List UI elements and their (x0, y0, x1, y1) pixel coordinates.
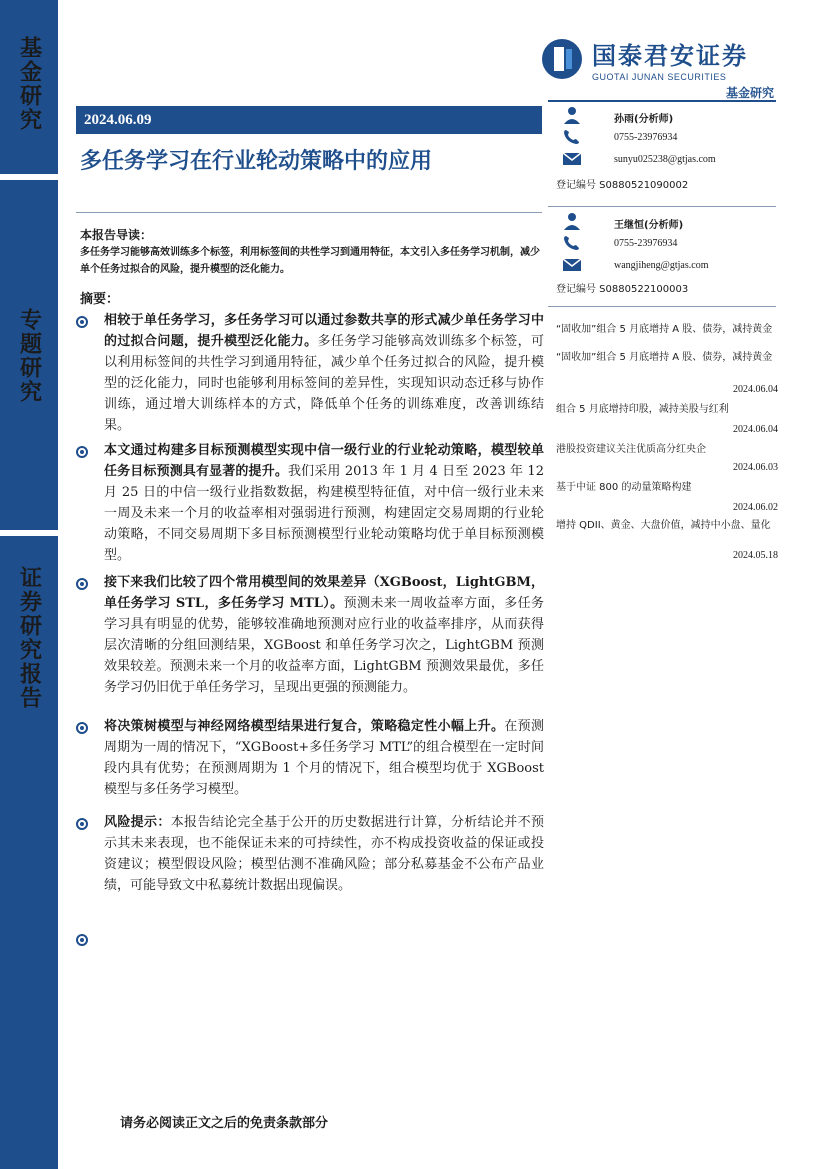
analyst-rule (548, 206, 776, 207)
title-rule (76, 212, 542, 213)
paragraph-bold: 接下来我们比较了四个常用模型间的效果差异（XGBoost，LightGBM，单任务学习 STL，多任务学习 MTL）。 (104, 575, 544, 611)
analyst-email[interactable]: wangjiheng@gtjas.com (614, 260, 709, 271)
person-icon (562, 106, 582, 124)
sidebar-label-mid (0, 308, 58, 418)
related-date: 2024.06.04 (733, 384, 778, 395)
report-category: 基金研究 (725, 86, 774, 100)
logo-cn-text: 国泰君安证券 (592, 42, 748, 70)
related-date: 2024.06.02 (733, 502, 778, 513)
sidebar-divider (0, 530, 58, 536)
analyst-phone: 0755-23976934 (614, 132, 678, 143)
analyst-rule (548, 306, 776, 307)
report-title: 多任务学习在行业轮动策略中的应用 (80, 149, 433, 174)
paragraph-text: 我们采用 2013 年 1 月 4 日至 2023 年 12 月 25 日的中信一级行业指数数据，构建模型特征值，对中信一级行业未来一周及未来一个月的收益率相对强弱进行预测，构建固定交易周期的行业轮动策略，不同交易周期下多目标预测模型行业轮动策略均优于单目标预测模型。 (104, 464, 544, 563)
related-date: 2024.06.03 (733, 462, 778, 473)
abstract-heading: 摘要： (80, 292, 120, 307)
paragraph-bold: 将决策树模型与神经网络模型结果进行复合，策略稳定性小幅上升。 (104, 719, 505, 734)
paragraph-bold: 本文通过构建多目标预测模型实现中信一级行业的行业轮动策略，模型较单任务目标预测具有显著的提升。 (104, 443, 544, 479)
related-report[interactable]: 港股投资建议关注优质高分红央企 (556, 444, 706, 455)
analyst-email[interactable]: sunyu025238@gtjas.com (614, 154, 716, 165)
report-date (76, 106, 542, 134)
analyst-reg: 登记编号 S0880522100003 (556, 284, 689, 295)
paragraph-text: 在预测周期为一周的情况下，“XGBoost+多任务学习 MTL”的组合模型在一定时间段内具有优势；在预测周期为 1 个月的情况下，组合模型均优于 XGBoost 模型与多任务学习模型。 (104, 719, 544, 797)
analyst-reg: 登记编号 S0880521090002 (556, 180, 689, 191)
related-report[interactable]: “固收加”组合 5 月底增持 A 股、债券，减持黄金 (556, 324, 773, 335)
bullet-icon (76, 316, 88, 328)
related-report[interactable]: “固收加”组合 5 月底增持 A 股、债券，减持黄金 (556, 352, 773, 363)
sidebar-label-bottom (0, 566, 58, 726)
bullet-icon (76, 446, 88, 458)
sidebar-mid-text: 专题研究 (16, 308, 42, 404)
guide-heading: 本报告导读： (80, 228, 153, 242)
person-icon (562, 212, 582, 230)
logo-en-text: GUOTAI JUNAN SECURITIES (592, 72, 727, 82)
analyst-name: 王继恒(分析师) (614, 220, 684, 231)
header-rule (548, 100, 776, 102)
analyst-phone: 0755-23976934 (614, 238, 678, 249)
related-report[interactable]: 基于中证 800 的动量策略构建 (556, 482, 692, 493)
related-date: 2024.05.18 (733, 550, 778, 561)
bullet-icon (76, 722, 88, 734)
report-date-text: 2024.06.09 (84, 111, 152, 128)
abstract-paragraph (104, 572, 544, 698)
paragraph-text: 预测未来一周收益率方面，多任务学习具有明显的优势，能够较准确地预测对应行业的收益率排序，从而获得层次清晰的分组回测结果，XGBoost 和单任务学习次之，LightGBM 预测效果较差。预测未来一个月的收益率方面，LightGBM 预测效果最优，多任务学习仍旧优于单任务学习，呈现出更强的预测能力。 (104, 596, 544, 695)
sidebar-bottom-text: 证券研究报告 (16, 566, 42, 710)
disclaimer-footer: 请务必阅读正文之后的免责条款部分 (120, 1116, 329, 1131)
guide-body: 多任务学习能够高效训练多个标签，利用标签间的共性学习到通用特征，本文引入多任务学习机制，减少单个任务过拟合的风险，提升模型的泛化能力。 (80, 247, 540, 275)
abstract-paragraph (104, 310, 544, 436)
email-icon (562, 150, 582, 168)
related-report[interactable]: 组合 5 月底增持印股，减持美股与红利 (556, 404, 729, 415)
sidebar-label-top (0, 36, 58, 156)
paragraph-bold: 相较于单任务学习，多任务学习可以通过参数共享的形式减少单任务学习中的过拟合问题，提升模型泛化能力。 (104, 313, 544, 349)
paragraph-bold: 风险提示： (104, 815, 171, 830)
abstract-paragraph (104, 440, 544, 566)
risk-paragraph (104, 812, 544, 896)
paragraph-text: 本报告结论完全基于公开的历史数据进行计算，分析结论并不预示其未来表现，也不能保证未来的可持续性，亦不构成投资收益的保证或投资建议；模型假设风险；模型估测不准确风险；部分私募基金不公布产品业绩，可能导致文中私募统计数据出现偏误。 (104, 815, 544, 893)
phone-icon (562, 128, 582, 146)
sidebar-divider (0, 174, 58, 180)
related-date: 2024.06.04 (733, 424, 778, 435)
analyst-name: 孙雨(分析师) (614, 114, 674, 125)
paragraph-text: 多任务学习能够高效训练多个标签，可以利用标签间的共性学习到通用特征，减少单个任务过拟合的风险，提升模型的泛化能力，同时也能够利用标签间的差异性，实现知识动态迁移与协作训练，通过增大训练样本的方式，降低单个任务的训练难度，改善训练结果。 (104, 334, 544, 433)
bullet-icon (76, 818, 88, 830)
related-report[interactable]: 增持 QDII、黄金、大盘价值，减持中小盘、量化 (556, 520, 771, 531)
abstract-paragraph (104, 716, 544, 800)
sidebar-top-text: 基金研究 (16, 36, 42, 132)
company-logo (540, 36, 748, 82)
bullet-icon (76, 578, 88, 590)
logo-icon (540, 37, 584, 81)
email-icon (562, 256, 582, 274)
phone-icon (562, 234, 582, 252)
bullet-icon (76, 934, 88, 946)
